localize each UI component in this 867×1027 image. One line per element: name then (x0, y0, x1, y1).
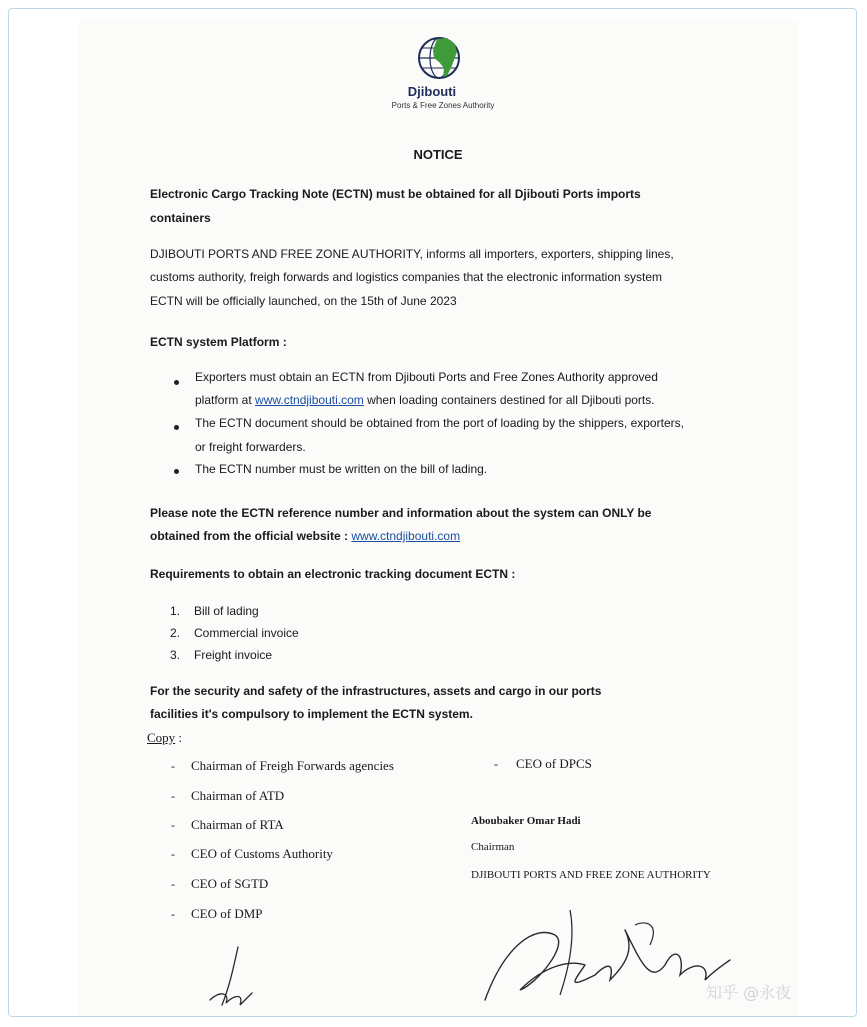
bullet-1-text: platform at (195, 393, 256, 407)
copy-dash: - (171, 789, 175, 803)
copy-recipient: CEO of Customs Authority (191, 846, 333, 861)
signatory-org: DJIBOUTI PORTS AND FREE ZONE AUTHORITY (471, 869, 711, 881)
copy-dash: - (494, 757, 498, 771)
bullet-1-text-end: when loading containers destined for all Djibouti ports. (363, 393, 655, 407)
copy-word: Copy (147, 730, 176, 745)
headline-line-1: Electronic Cargo Tracking Note (ECTN) must be obtained for all Djibouti Ports imports (150, 187, 641, 201)
bullet-2-line-1: The ECTN document should be obtained from the port of loading by the shippers, exporters, (195, 416, 684, 430)
globe-logo-icon (417, 30, 463, 86)
bullet-dot (174, 380, 179, 385)
logo-name: Djibouti (407, 84, 457, 99)
platform-heading: ECTN system Platform : (150, 335, 287, 349)
copy-dash: - (171, 907, 175, 921)
website-link[interactable]: www.ctndjibouti.com (351, 529, 461, 543)
requirement-item: Freight invoice (194, 648, 273, 662)
bullet-3-line-1: The ECTN number must be written on the bill of lading. (195, 462, 488, 476)
initials-signature (200, 945, 260, 1010)
copy-dash: - (171, 877, 175, 891)
logo-subtitle: Ports & Free Zones Authority (391, 101, 495, 110)
requirement-number: 3. (170, 648, 181, 662)
note-line-2 (150, 529, 460, 543)
watermark-text: 知乎 @永夜 (706, 983, 792, 1002)
security-line-1: For the security and safety of the infrastructures, assets and cargo in our ports (150, 684, 602, 698)
bullet-dot (174, 425, 179, 430)
copy-label (147, 730, 182, 746)
notice-title: NOTICE (413, 147, 463, 162)
copy-recipient: Chairman of ATD (191, 788, 285, 803)
requirement-number: 2. (170, 626, 181, 640)
note-text: obtained from the official website : (150, 529, 352, 543)
bullet-1-line-1: Exporters must obtain an ECTN from Djibouti Ports and Free Zones Authority approved (195, 370, 658, 384)
copy-dash: - (171, 759, 175, 773)
requirements-heading: Requirements to obtain an electronic tracking document ECTN : (150, 567, 516, 581)
chairman-signature (475, 905, 735, 1010)
copy-recipient-right: CEO of DPCS (516, 756, 592, 771)
copy-dash: - (171, 847, 175, 861)
note-line-1: Please note the ECTN reference number and information about the system can ONLY be (150, 506, 652, 520)
copy-recipient: Chairman of RTA (191, 817, 284, 832)
requirement-number: 1. (170, 604, 181, 618)
security-line-2: facilities it's compulsory to implement the ECTN system. (150, 707, 473, 721)
requirement-item: Commercial invoice (194, 626, 299, 640)
signatory-name: Aboubaker Omar Hadi (471, 815, 581, 827)
copy-dash: - (171, 818, 175, 832)
signatory-role: Chairman (471, 841, 515, 853)
copy-colon: : (178, 730, 183, 745)
headline-line-2: containers (150, 211, 211, 225)
bullet-1-line-2 (195, 393, 655, 407)
platform-link[interactable]: www.ctndjibouti.com (255, 393, 364, 407)
copy-recipient: Chairman of Freigh Forwards agencies (191, 758, 394, 773)
bullet-2-line-2: or freight forwarders. (195, 440, 306, 454)
intro-line-1: DJIBOUTI PORTS AND FREE ZONE AUTHORITY, informs all importers, exporters, shipping lines, (150, 247, 674, 261)
requirement-item: Bill of lading (194, 604, 259, 618)
bullet-dot (174, 469, 179, 474)
copy-recipient: CEO of SGTD (191, 876, 269, 891)
intro-line-2: customs authority, freigh forwards and logistics companies that the electronic information system (150, 270, 663, 284)
copy-recipient: CEO of DMP (191, 906, 263, 921)
intro-line-3: ECTN will be officially launched, on the 15th of June 2023 (150, 294, 457, 308)
